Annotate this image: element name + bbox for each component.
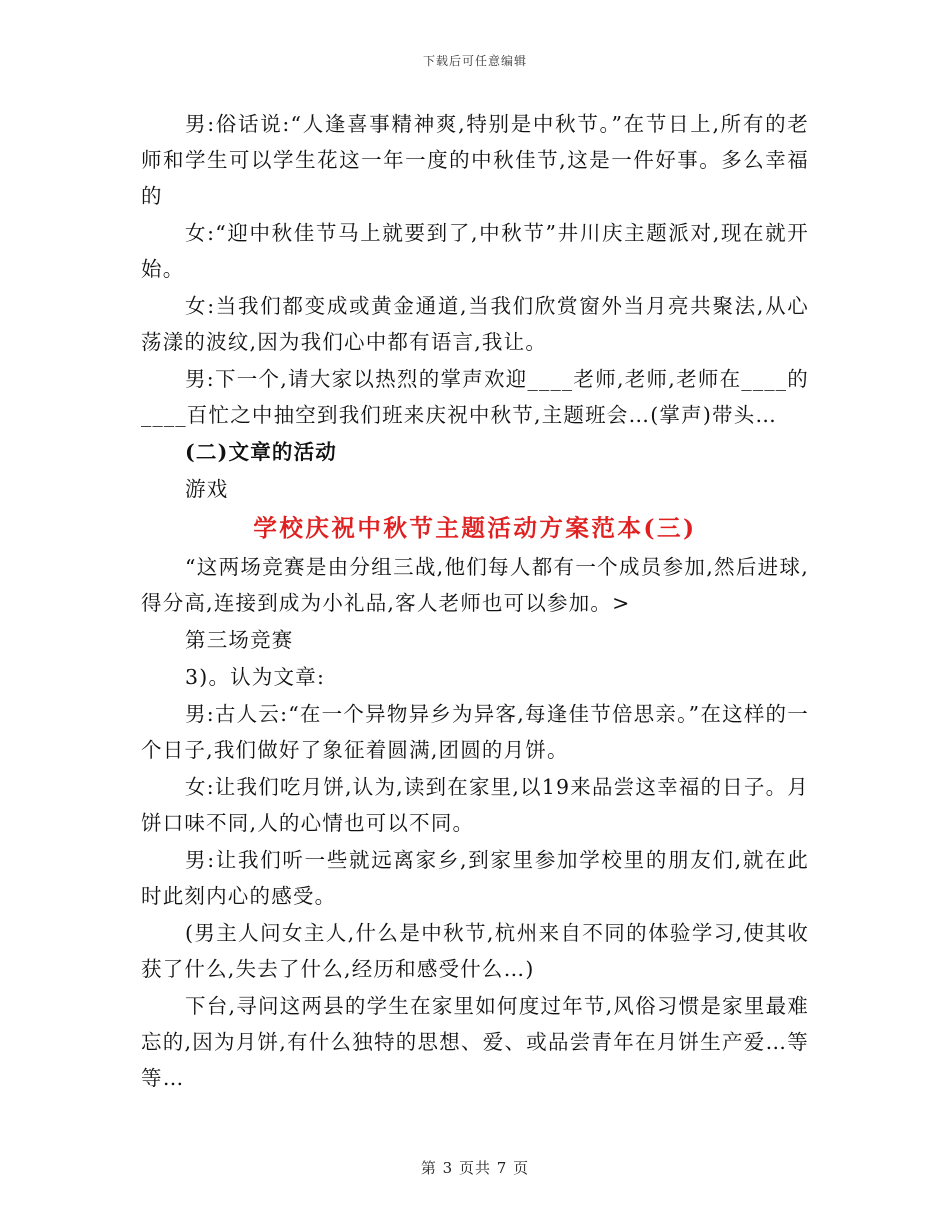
paragraph-male-listen: 男:让我们听一些就远离家乡,到家里参加学校里的朋友们,就在此时此刻内心的感受。 bbox=[141, 848, 809, 908]
document-body bbox=[141, 106, 809, 1097]
section-title: 学校庆祝中秋节主题活动方案范本(三) bbox=[253, 514, 697, 542]
paragraph-female-mooncake: 女:让我们吃月饼,认为,读到在家里,以19来品尝这幸福的日子。月饼口味不同,人的心情也可以不同。 bbox=[141, 775, 809, 835]
paragraph-games: 游戏 bbox=[185, 477, 229, 501]
page-header: 下载后可任意编辑 bbox=[422, 54, 527, 68]
page-footer: 第 3 页共 7 页 bbox=[420, 1159, 530, 1177]
paragraph-competition-rules: “这两场竞赛是由分组三战,他们每人都有一个成员参加,然后进球,得分高,连接到成为小礼品,客人老师也可以参加。> bbox=[141, 555, 809, 615]
paragraph-item-3: 3)。认为文章: bbox=[185, 665, 326, 689]
paragraph-female-welcome: 女:“迎中秋佳节马上就要到了,中秋节”井川庆主题派对,现在就开始。 bbox=[141, 221, 809, 281]
paragraph-third-competition: 第三场竞赛 bbox=[185, 628, 294, 652]
paragraph-female-moon: 女:当我们都变成或黄金通道,当我们欣赏窗外当月亮共聚法,从心荡漾的波纹,因为我们心中都有语言,我让。 bbox=[141, 294, 809, 354]
paragraph-male-applause: 男:下一个,请大家以热烈的掌声欢迎____老师,老师,老师在____的____百忙之中抽空到我们班来庆祝中秋节,主题班会…(掌声)带头… bbox=[141, 367, 809, 427]
subheading-article-activity: (二)文章的活动 bbox=[185, 440, 337, 464]
paragraph-male-ancient: 男:古人云:“在一个异物异乡为异客,每逢佳节倍思亲。”在这样的一个日子,我们做好了象征着圆满,团圆的月饼。 bbox=[141, 702, 809, 762]
paragraph-male-proverb: 男:俗话说:“人逢喜事精神爽,特别是中秋节。”在节日上,所有的老师和学生可以学生花这一年一度的中秋佳节,这是一件好事。多么幸福的 bbox=[141, 112, 809, 208]
paragraph-offstage: 下台,寻问这两县的学生在家里如何度过年节,风俗习惯是家里最难忘的,因为月饼,有什么独特的思想、爱、或品尝青年在月饼生产爱…等等… bbox=[141, 994, 809, 1090]
paragraph-host-question: (男主人问女主人,什么是中秋节,杭州来自不同的体验学习,使其收获了什么,失去了什么,经历和感受什么…) bbox=[141, 921, 809, 981]
